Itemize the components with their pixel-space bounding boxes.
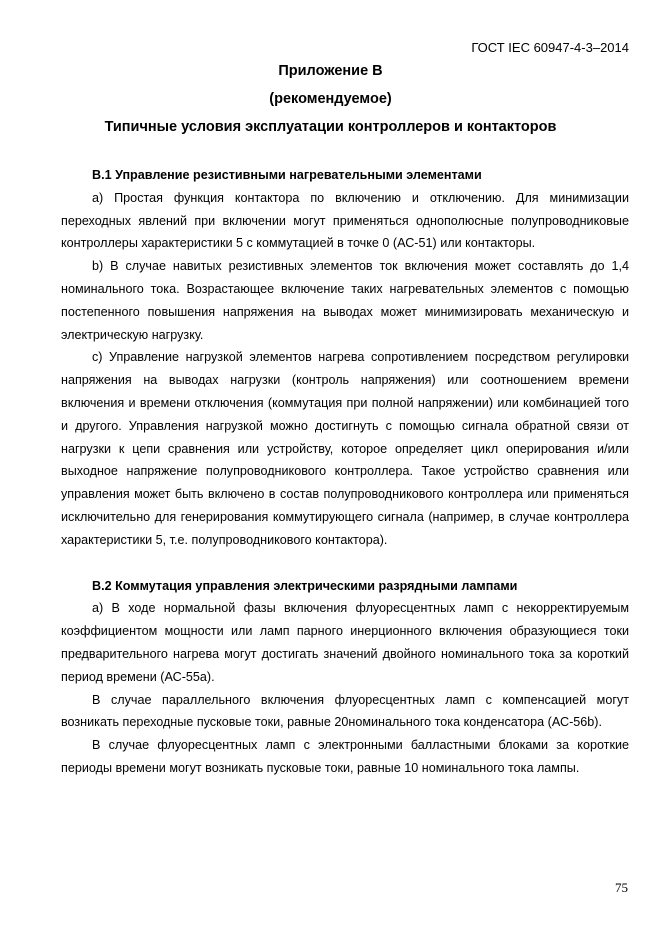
- paragraph-b1-b: b) В случае навитых резистивных элементов ток включения может составлять до 1,4 номинального тока. Возрастающее включение таких нагревательных элементов с помощью постепенного повышения напряжения на выводах может минимизировать механическую и электрическую нагрузку.: [61, 259, 629, 342]
- paragraph-b2-a: а) В ходе нормальной фазы включения флуоресцентных ламп с некорректируемым коэффициентом мощности или ламп парного инерционного включения образующиеся токи предварительного нагрева могут достигать значений двойного номинального тока за короткий период времени (АС-55а).: [61, 601, 629, 684]
- page-number: 75: [615, 880, 628, 895]
- annex-status: (рекомендуемое): [269, 91, 392, 107]
- annex-name: Типичные условия эксплуатации контроллеров и контакторов: [104, 119, 557, 135]
- paragraph-b1-a: а) Простая функция контактора по включению и отключению. Для минимизации переходных явлений при включении могут применяться однополюсные полупроводниковые контроллеры характеристики 5 с коммутацией в точке 0 (АС-51) или контакторы.: [61, 190, 629, 251]
- paragraph-b1-c: с) Управление нагрузкой элементов нагрева сопротивлением посредством регулировки напряжения на выводах нагрузки (контроль напряжения) или соотношением времени включения и времени отключения (коммутация при полной напряжении) или комбинацией того и другого. Управления нагрузкой можно достигнуть с помощью сигнала обратной связи от нагрузки к цепи сравнения или устройству, которое определяет цикл оперирования и/или выходное напряжение полупроводникового контроллера. Такое устройство сравнения или управления может быть включено в состав полупроводникового контроллера или применяться исключительно для генерирования коммутирующего сигнала (например, в случае контроллера характеристики 5, т.е. полупроводникового контактора).: [61, 350, 629, 547]
- paragraph-b2-b: В случае параллельного включения флуоресцентных ламп с компенсацией могут возникать переходные пусковые токи, равные 20номинального тока конденсатора (АС-56b).: [61, 692, 629, 730]
- paragraph-b2-c: В случае флуоресцентных ламп с электронными балластными блоками за короткие периоды времени могут возникать пусковые токи, равные 10 номинального тока лампы.: [61, 738, 629, 775]
- standard-designation: ГОСТ IEC 60947-4-3–2014: [471, 40, 629, 55]
- document-body: [61, 164, 629, 780]
- section-gap: [61, 552, 629, 575]
- section-heading-b2: В.2 Коммутация управления электрическими разрядными лампами: [92, 578, 518, 593]
- annex-title: Приложение В: [278, 63, 383, 79]
- section-heading-b1: В.1 Управление резистивными нагревательными элементами: [92, 168, 482, 182]
